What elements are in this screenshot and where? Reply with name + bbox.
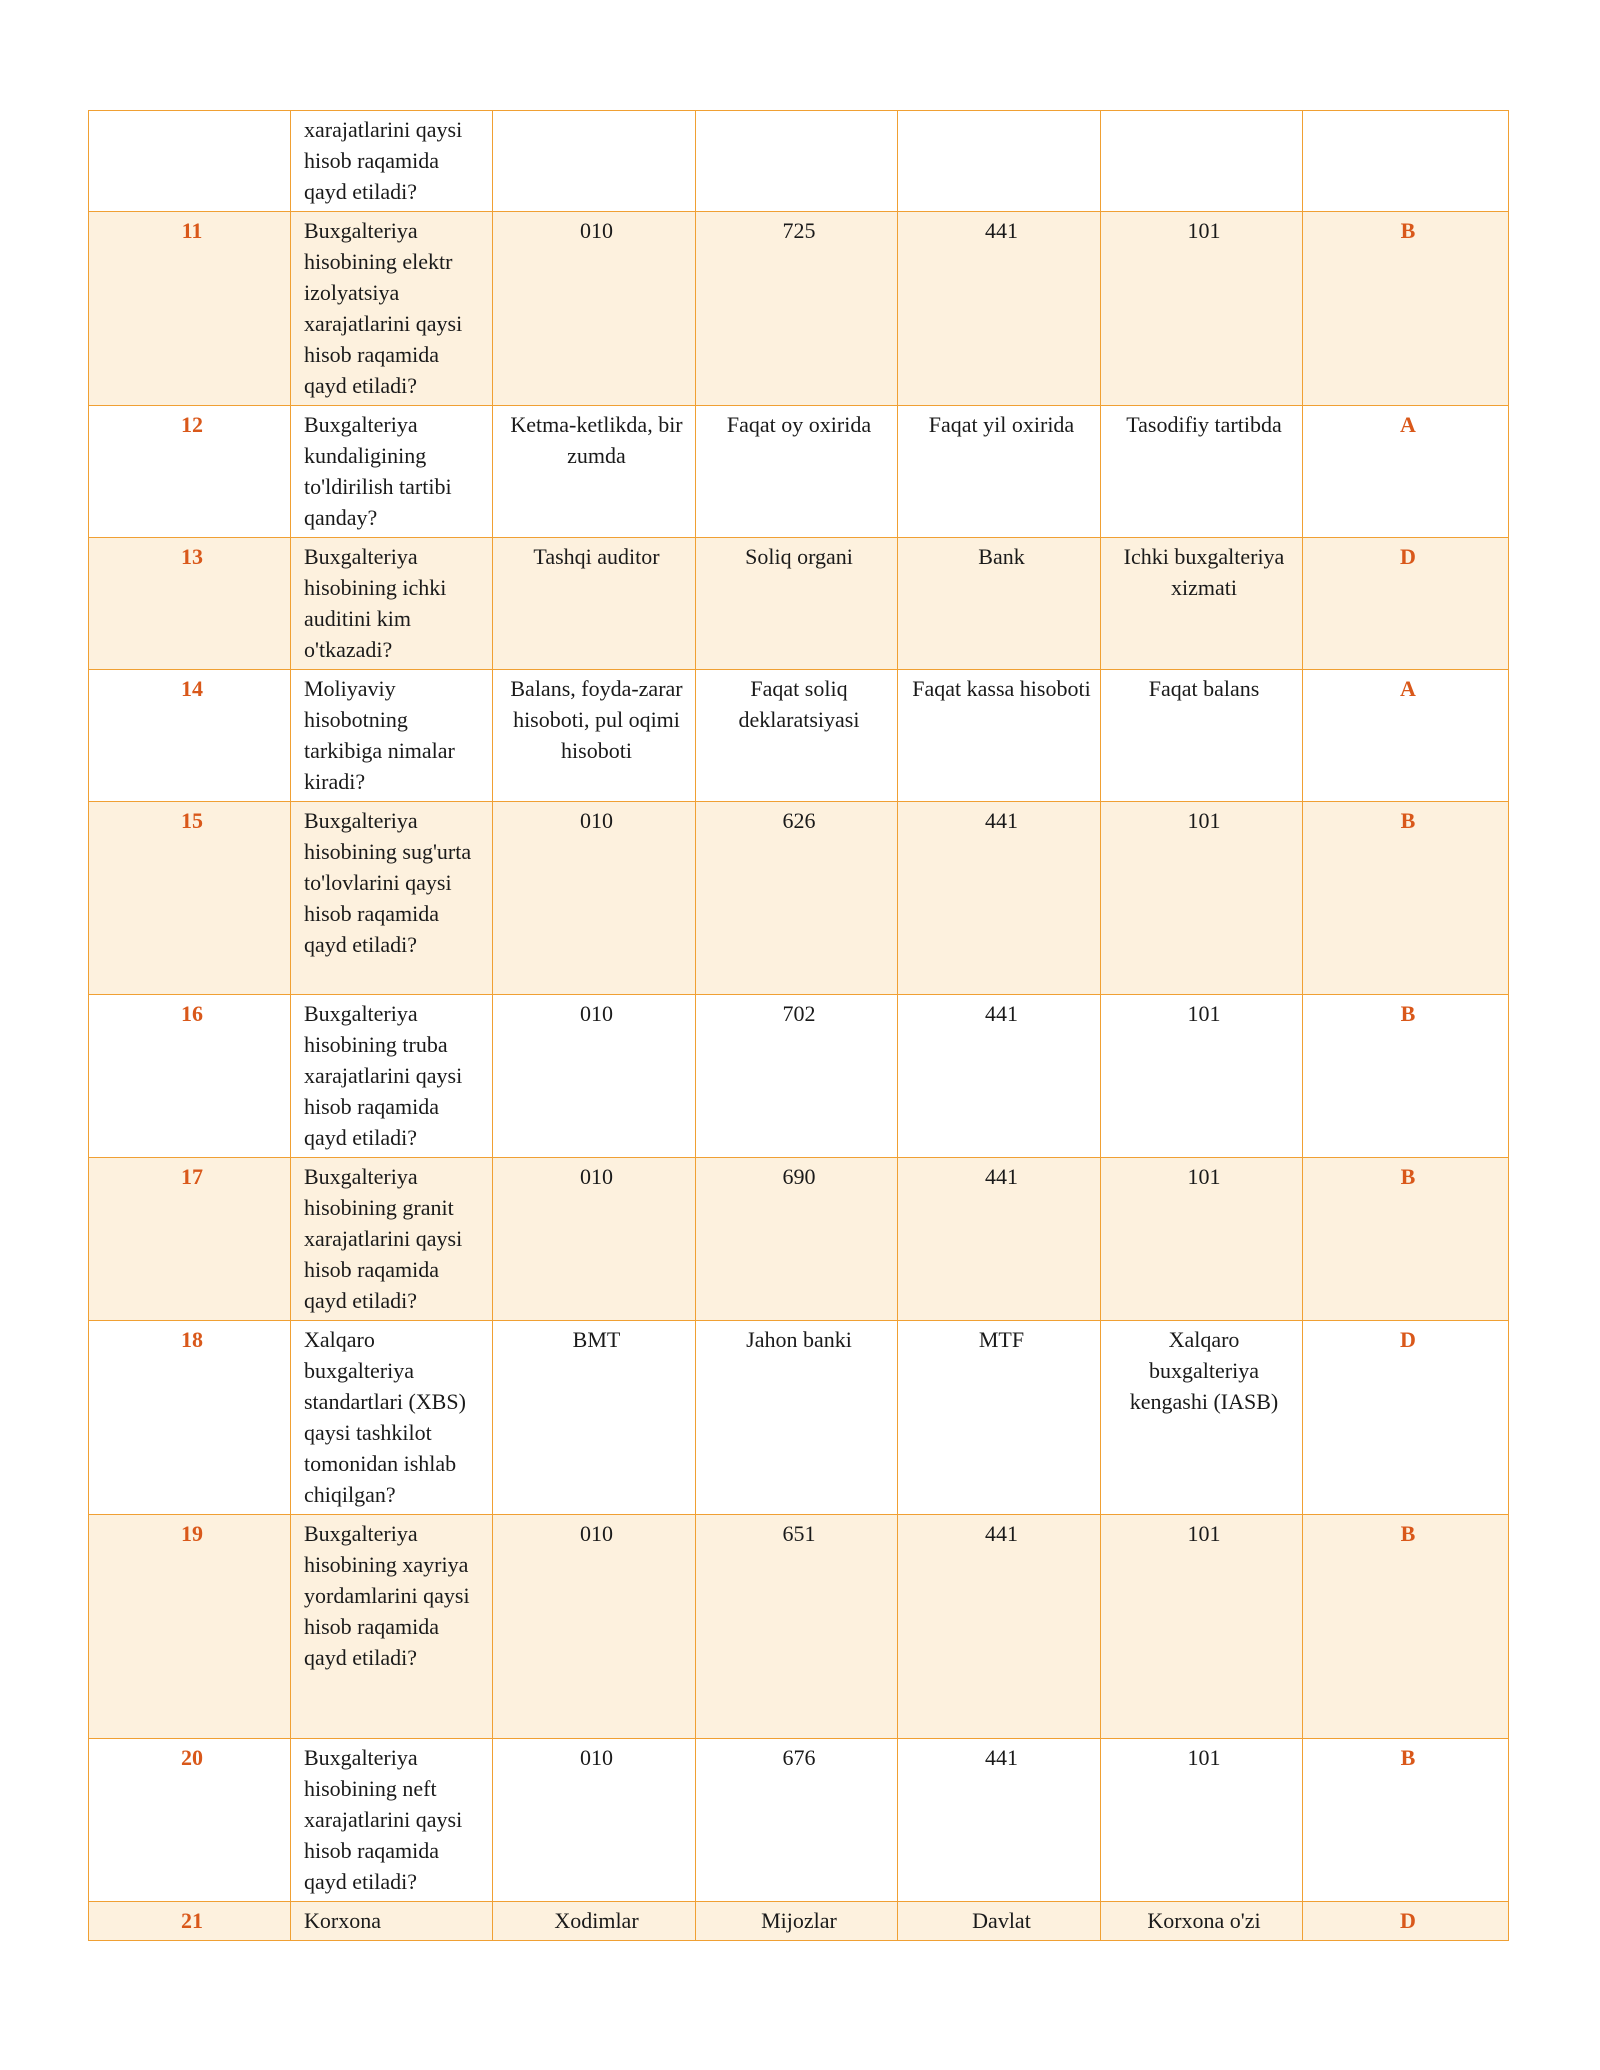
option-b: Soliq organi xyxy=(696,538,898,670)
question-text: Buxgalteriya kundaligining to'ldirilish tartibi qanday? xyxy=(291,406,493,538)
question-text: Xalqaro buxgalteriya standartlari (XBS) qaysi tashkilot tomonidan ishlab chiqilgan? xyxy=(291,1321,493,1515)
question-text: xarajatlarini qaysi hisob raqamida qayd etiladi? xyxy=(291,111,493,212)
option-b xyxy=(696,111,898,212)
question-number: 17 xyxy=(89,1158,291,1321)
option-a: 010 xyxy=(493,1515,696,1739)
question-number: 11 xyxy=(89,212,291,406)
table-row xyxy=(89,406,1509,538)
table-row xyxy=(89,1739,1509,1902)
question-number: 15 xyxy=(89,802,291,995)
option-b: 725 xyxy=(696,212,898,406)
table-row xyxy=(89,1515,1509,1739)
option-a: 010 xyxy=(493,802,696,995)
correct-answer: B xyxy=(1303,802,1509,995)
question-number: 12 xyxy=(89,406,291,538)
option-a: Tashqi auditor xyxy=(493,538,696,670)
option-b: 676 xyxy=(696,1739,898,1902)
question-number: 20 xyxy=(89,1739,291,1902)
quiz-table-body xyxy=(89,111,1509,1941)
question-text: Buxgalteriya hisobining granit xarajatlarini qaysi hisob raqamida qayd etiladi? xyxy=(291,1158,493,1321)
correct-answer: A xyxy=(1303,670,1509,802)
option-b: 702 xyxy=(696,995,898,1158)
question-text: Moliyaviy hisobotning tarkibiga nimalar kiradi? xyxy=(291,670,493,802)
question-number: 16 xyxy=(89,995,291,1158)
option-a: Ketma-ketlikda, bir zumda xyxy=(493,406,696,538)
option-d: Ichki buxgalteriya xizmati xyxy=(1101,538,1303,670)
question-text: Buxgalteriya hisobining neft xarajatlarini qaysi hisob raqamida qayd etiladi? xyxy=(291,1739,493,1902)
correct-answer: B xyxy=(1303,1515,1509,1739)
table-row xyxy=(89,670,1509,802)
option-b: 626 xyxy=(696,802,898,995)
question-number: 13 xyxy=(89,538,291,670)
question-text: Buxgalteriya hisobining elektr izolyatsiya xarajatlarini qaysi hisob raqamida qayd etiladi? xyxy=(291,212,493,406)
quiz-table xyxy=(88,110,1509,1941)
option-b: 690 xyxy=(696,1158,898,1321)
option-a: 010 xyxy=(493,1158,696,1321)
option-c: MTF xyxy=(898,1321,1101,1515)
question-number xyxy=(89,111,291,212)
option-d: 101 xyxy=(1101,1739,1303,1902)
option-c: Faqat kassa hisoboti xyxy=(898,670,1101,802)
table-row xyxy=(89,1158,1509,1321)
option-b: Faqat oy oxirida xyxy=(696,406,898,538)
option-c: Faqat yil oxirida xyxy=(898,406,1101,538)
table-row xyxy=(89,1902,1509,1941)
option-a: 010 xyxy=(493,212,696,406)
option-c: 441 xyxy=(898,1158,1101,1321)
table-row xyxy=(89,538,1509,670)
question-number: 21 xyxy=(89,1902,291,1941)
option-c: 441 xyxy=(898,1515,1101,1739)
option-a: Balans, foyda-zarar hisoboti, pul oqimi hisoboti xyxy=(493,670,696,802)
table-row xyxy=(89,1321,1509,1515)
option-c: 441 xyxy=(898,1739,1101,1902)
option-d: Xalqaro buxgalteriya kengashi (IASB) xyxy=(1101,1321,1303,1515)
table-row xyxy=(89,802,1509,995)
correct-answer: B xyxy=(1303,995,1509,1158)
correct-answer: D xyxy=(1303,1321,1509,1515)
option-b: Jahon banki xyxy=(696,1321,898,1515)
option-c: Bank xyxy=(898,538,1101,670)
option-a xyxy=(493,111,696,212)
option-b: 651 xyxy=(696,1515,898,1739)
option-c: 441 xyxy=(898,995,1101,1158)
option-d: 101 xyxy=(1101,1158,1303,1321)
option-c: 441 xyxy=(898,212,1101,406)
correct-answer: D xyxy=(1303,1902,1509,1941)
option-a: Xodimlar xyxy=(493,1902,696,1941)
option-d: 101 xyxy=(1101,802,1303,995)
option-d: Korxona o'zi xyxy=(1101,1902,1303,1941)
question-number: 14 xyxy=(89,670,291,802)
option-a: 010 xyxy=(493,1739,696,1902)
option-d: Tasodifiy tartibda xyxy=(1101,406,1303,538)
table-row xyxy=(89,212,1509,406)
question-text: Buxgalteriya hisobining xayriya yordamlarini qaysi hisob raqamida qayd etiladi? xyxy=(291,1515,493,1739)
question-text: Buxgalteriya hisobining sug'urta to'lovlarini qaysi hisob raqamida qayd etiladi? xyxy=(291,802,493,995)
correct-answer: A xyxy=(1303,406,1509,538)
table-row xyxy=(89,995,1509,1158)
question-text: Buxgalteriya hisobining truba xarajatlarini qaysi hisob raqamida qayd etiladi? xyxy=(291,995,493,1158)
option-b: Mijozlar xyxy=(696,1902,898,1941)
option-c: 441 xyxy=(898,802,1101,995)
option-a: 010 xyxy=(493,995,696,1158)
option-d xyxy=(1101,111,1303,212)
correct-answer: B xyxy=(1303,1739,1509,1902)
correct-answer xyxy=(1303,111,1509,212)
option-c xyxy=(898,111,1101,212)
option-d: 101 xyxy=(1101,995,1303,1158)
question-text: Buxgalteriya hisobining ichki auditini kim o'tkazadi? xyxy=(291,538,493,670)
question-text: Korxona xyxy=(291,1902,493,1941)
table-row xyxy=(89,111,1509,212)
option-c: Davlat xyxy=(898,1902,1101,1941)
question-number: 18 xyxy=(89,1321,291,1515)
question-number: 19 xyxy=(89,1515,291,1739)
correct-answer: B xyxy=(1303,212,1509,406)
option-d: Faqat balans xyxy=(1101,670,1303,802)
option-a: BMT xyxy=(493,1321,696,1515)
option-b: Faqat soliq deklaratsiyasi xyxy=(696,670,898,802)
correct-answer: B xyxy=(1303,1158,1509,1321)
option-d: 101 xyxy=(1101,212,1303,406)
correct-answer: D xyxy=(1303,538,1509,670)
option-d: 101 xyxy=(1101,1515,1303,1739)
